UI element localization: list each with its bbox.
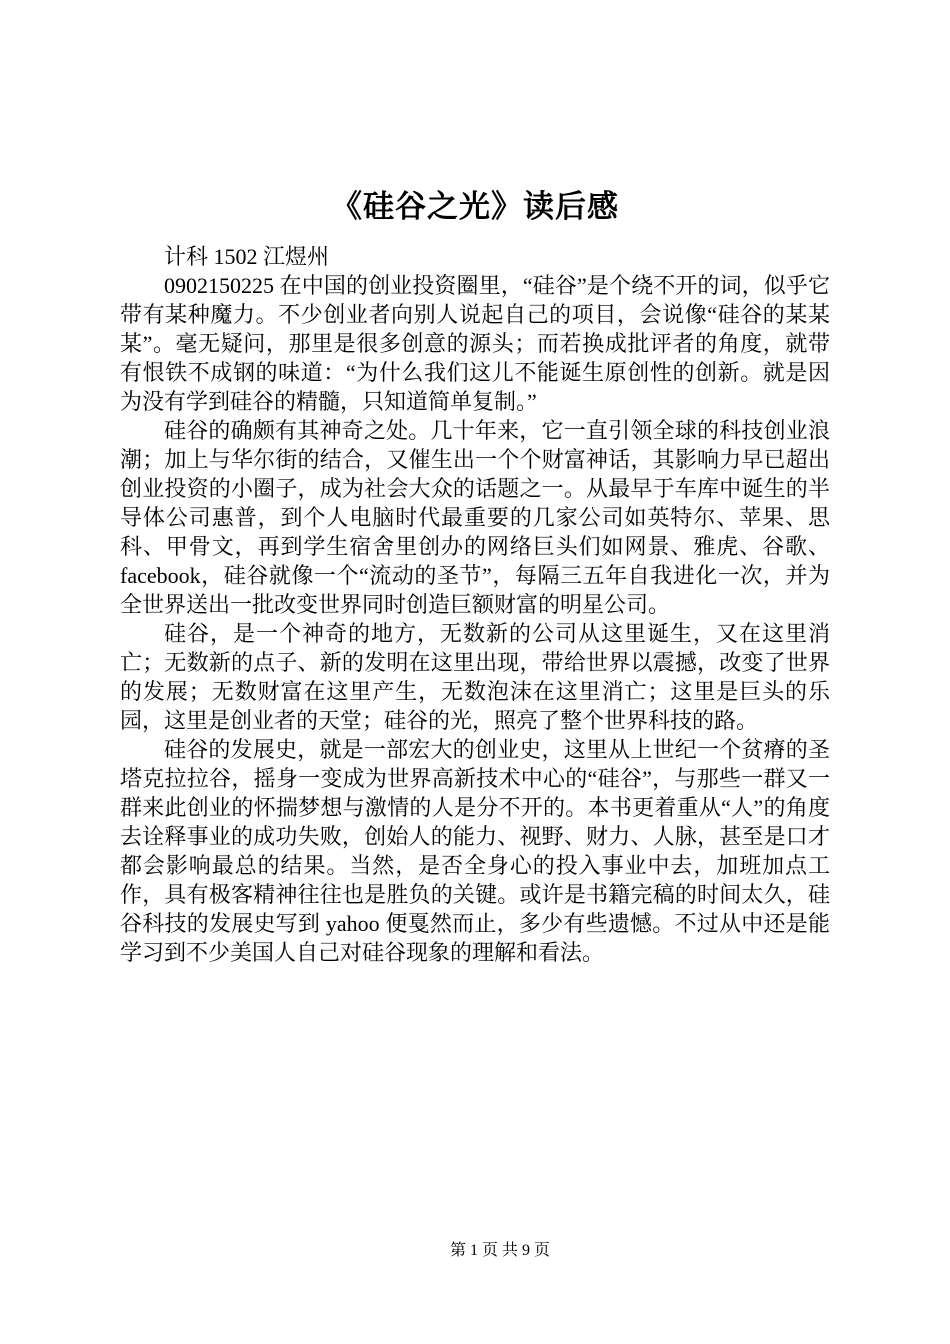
document-body [0, 242, 950, 967]
author-line: 计科 1502 江煜州 [164, 244, 330, 269]
document-title: 《硅谷之光》读后感 [331, 189, 619, 224]
page-number-indicator: 第 1 页 共 9 页 [449, 1242, 550, 1259]
paragraph-3: 硅谷，是一个神奇的地方，无数新的公司从这里诞生，又在这里消亡；无数新的点子、新的发明在这里出现，带给世界以震撼，改变了世界的发展；无数财富在这里产生，无数泡沫在这里消亡；这里是巨头的乐园，这里是创业者的天堂；硅谷的光，照亮了整个世界科技的路。 [120, 621, 830, 733]
paragraph-1: 0902150225 在中国的创业投资圈里，“硅谷”是个绕不开的词，似乎它带有某种魔力。不少创业者向别人说起自己的项目，会说像“硅谷的某某某”。毫无疑问，那里是很多创意的源头；而若换成批评者的角度，就带有恨铁不成钢的味道：“为什么我们这儿不能诞生原创性的创新。就是因为没有学到硅谷的精髓，只知道简单复制。” [120, 273, 830, 414]
paragraph-4: 硅谷的发展史，就是一部宏大的创业史，这里从上世纪一个贫瘠的圣塔克拉拉谷，摇身一变成为世界高新技术中心的“硅谷”，与那些一群又一群来此创业的怀揣梦想与激情的人是分不开的。本书更着重从“人”的角度去诠释事业的成功失败，创始人的能力、视野、财力、人脉，甚至是口才都会影响最总的结果。当然，是否全身心的投入事业中去，加班加点工作，具有极客精神往往也是胜负的关键。或许是书籍完稿的时间太久，硅谷科技的发展史写到 yahoo 便戛然而止，多少有些遗憾。不过从中还是能学习到不少美国人自己对硅谷现象的理解和看法。 [120, 737, 830, 965]
paragraph-2: 硅谷的确颇有其神奇之处。几十年来，它一直引领全球的科技创业浪潮；加上与华尔街的结合，又催生出一个个财富神话，其影响力早已超出创业投资的小圈子，成为社会大众的话题之一。从最早于车库中诞生的半导体公司惠普，到个人电脑时代最重要的几家公司如英特尔、苹果、思科、甲骨文，再到学生宿舍里创办的网络巨头们如网景、雅虎、谷歌、facebook，硅谷就像一个“流动的圣节”，每隔三五年自我进化一次，并为全世界送出一批改变世界同时创造巨额财富的明星公司。 [120, 418, 830, 617]
page-footer [50, 1240, 950, 1262]
